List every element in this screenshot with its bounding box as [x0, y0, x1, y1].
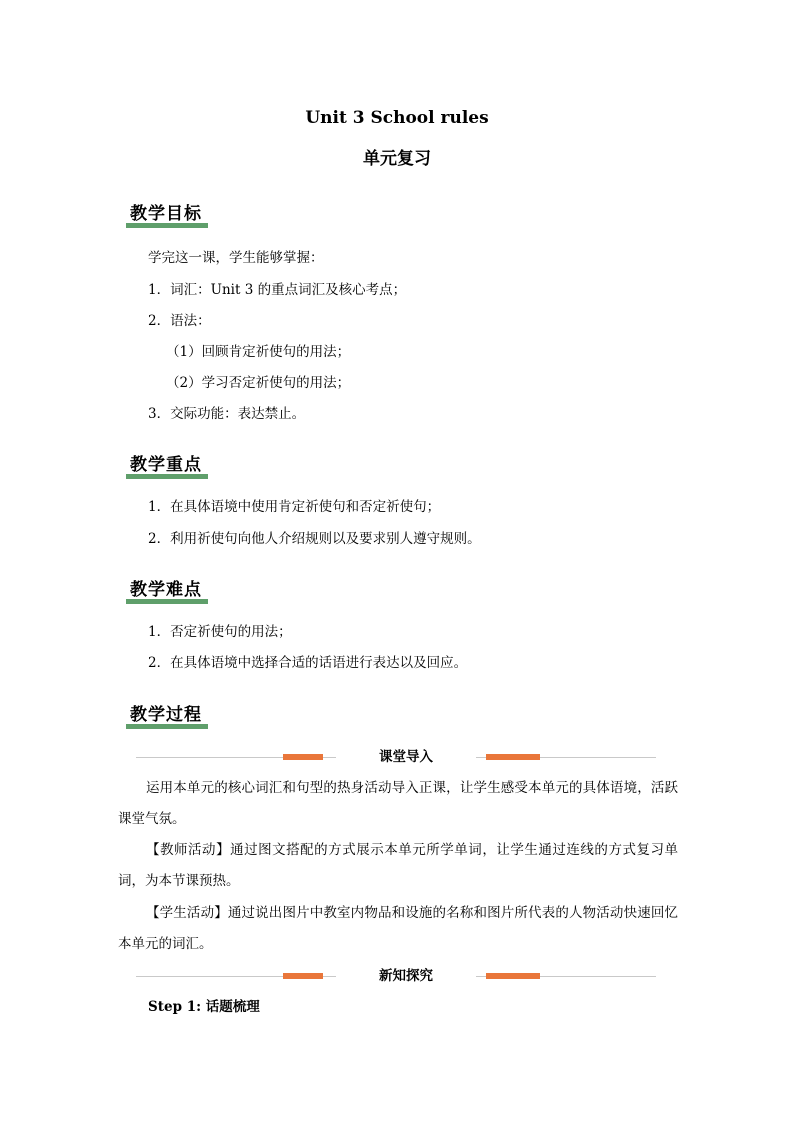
- paragraph-teacher-activity: 【教师活动】通过图文搭配的方式展示本单元所学单词，让学生通过连线的方式复习单词，为本节课预热。: [118, 842, 678, 889]
- divider-label: 课堂导入: [336, 747, 476, 767]
- objectives-line: （2）学习否定祈使句的用法；: [166, 375, 351, 391]
- title-chinese: 单元复习: [363, 149, 431, 169]
- section-heading-process: 教学过程: [130, 703, 208, 727]
- section-heading-objectives: 教学目标: [130, 202, 208, 226]
- key-points-line: 1．在具体语境中使用肯定祈使句和否定祈使句；: [148, 499, 441, 515]
- divider-label: 新知探究: [336, 966, 476, 986]
- objectives-line: 2．语法：: [148, 313, 211, 329]
- section-heading-difficulties: 教学难点: [130, 578, 208, 602]
- title-english: Unit 3 School rules: [305, 108, 489, 128]
- objectives-line: 3．交际功能：表达禁止。: [148, 406, 306, 422]
- divider-bar-right: [486, 754, 540, 760]
- difficulties-line: 2．在具体语境中选择合适的话语进行表达以及回应。: [148, 655, 468, 671]
- section-heading-key-points: 教学重点: [130, 453, 208, 477]
- section-divider-explore: [136, 966, 656, 986]
- objectives-line: 学完这一课，学生能够掌握：: [148, 250, 324, 266]
- divider-bar-left: [283, 754, 323, 760]
- section-divider-intro: [136, 747, 656, 767]
- objectives-line: 1．词汇：Unit 3 的重点词汇及核心考点；: [148, 282, 407, 298]
- step-heading: Step 1: 话题梳理: [148, 999, 260, 1015]
- paragraph-student-activity: 【学生活动】通过说出图片中教室内物品和设施的名称和图片所代表的人物活动快速回忆本单元的词汇。: [118, 905, 678, 952]
- difficulties-line: 1．否定祈使句的用法；: [148, 624, 292, 640]
- objectives-line: （1）回顾肯定祈使句的用法；: [166, 344, 351, 360]
- divider-bar-right: [486, 973, 540, 979]
- key-points-line: 2．利用祈使句向他人介绍规则以及要求别人遵守规则。: [148, 531, 481, 547]
- paragraph: 运用本单元的核心词汇和句型的热身活动导入正课，让学生感受本单元的具体语境，活跃课堂气氛。: [118, 780, 678, 827]
- divider-bar-left: [283, 973, 323, 979]
